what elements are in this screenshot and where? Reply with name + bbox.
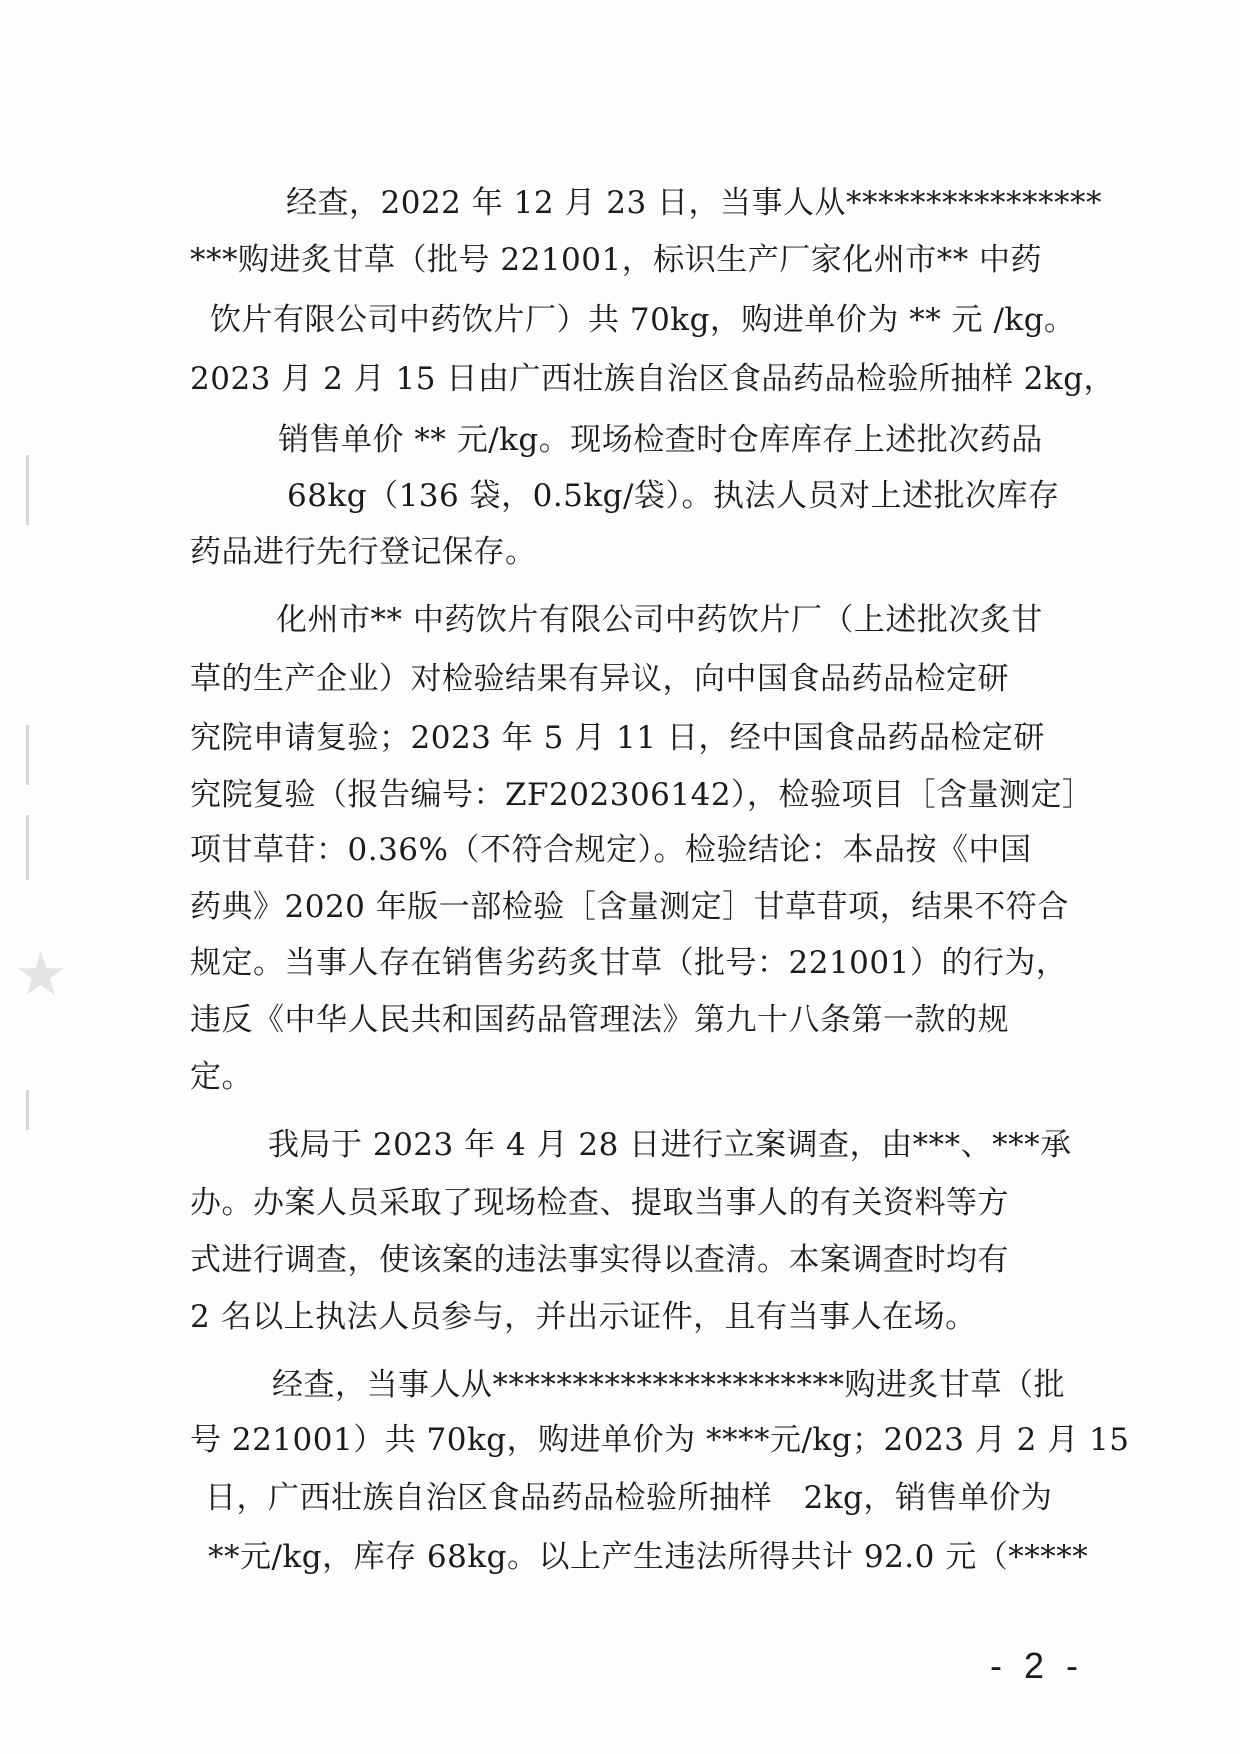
body-line: 药典》2020 年版一部检验［含量测定］甘草苷项，结果不符合 bbox=[190, 889, 1069, 925]
body-line: 68kg（136 袋，0.5kg/袋）。执法人员对上述批次库存 bbox=[287, 478, 1060, 514]
faint-star-mark: ★ bbox=[14, 940, 68, 1010]
body-line: 经查，2022 年 12 月 23 日，当事人从**************** bbox=[286, 185, 1103, 221]
body-line: 2 名以上执法人员参与，并出示证件，且有当事人在场。 bbox=[190, 1299, 977, 1335]
margin-mark-4 bbox=[26, 1090, 29, 1130]
body-line: 究院申请复验；2023 年 5 月 11 日，经中国食品药品检定研 bbox=[190, 720, 1045, 756]
body-line: 日，广西壮族自治区食品药品检验所抽样 2kg，销售单价为 bbox=[205, 1480, 1053, 1516]
body-line: 草的生产企业）对检验结果有异议，向中国食品药品检定研 bbox=[190, 661, 1009, 697]
body-line: ***购进炙甘草（批号 221001，标识生产厂家化州市** 中药 bbox=[190, 242, 1043, 278]
body-line: 2023 月 2 月 15 日由广西壮族自治区食品药品检验所抽样 2kg， bbox=[190, 361, 1116, 397]
body-line: **元/kg，库存 68kg。以上产生违法所得共计 92.0 元（***** bbox=[208, 1539, 1089, 1575]
margin-mark-3 bbox=[26, 815, 29, 880]
margin-mark-1 bbox=[26, 455, 29, 525]
body-line: 药品进行先行登记保存。 bbox=[190, 534, 537, 570]
body-line: 我局于 2023 年 4 月 28 日进行立案调查，由***、***承 bbox=[268, 1127, 1072, 1163]
body-line: 办。办案人员采取了现场检查、提取当事人的有关资料等方 bbox=[190, 1185, 1009, 1221]
body-line: 规定。当事人存在销售劣药炙甘草（批号：221001）的行为， bbox=[190, 945, 1068, 981]
body-line: 究院复验（报告编号：ZF202306142），检验项目［含量测定］ bbox=[190, 777, 1094, 813]
body-line: 化州市** 中药饮片有限公司中药饮片厂（上述批次炙甘 bbox=[276, 602, 1043, 638]
body-line: 定。 bbox=[190, 1059, 253, 1095]
page-number: - 2 - bbox=[990, 1645, 1085, 1686]
body-line: 式进行调查，使该案的违法事实得以查清。本案调查时均有 bbox=[190, 1242, 1009, 1278]
body-line: 经查，当事人从**********************购进炙甘草（批 bbox=[272, 1367, 1065, 1403]
body-line: 饮片有限公司中药饮片厂）共 70kg，购进单价为 ** 元 /kg。 bbox=[210, 302, 1076, 338]
margin-mark-2 bbox=[26, 725, 29, 785]
body-line: 项甘草苷：0.36%（不符合规定）。检验结论：本品按《中国 bbox=[190, 832, 1032, 868]
body-line: 违反《中华人民共和国药品管理法》第九十八条第一款的规 bbox=[190, 1002, 1009, 1038]
body-line: 销售单价 ** 元/kg。现场检查时仓库库存上述批次药品 bbox=[278, 422, 1043, 458]
body-line: 号 221001）共 70kg，购进单价为 ****元/kg；2023 月 2 月 15 bbox=[190, 1422, 1130, 1458]
